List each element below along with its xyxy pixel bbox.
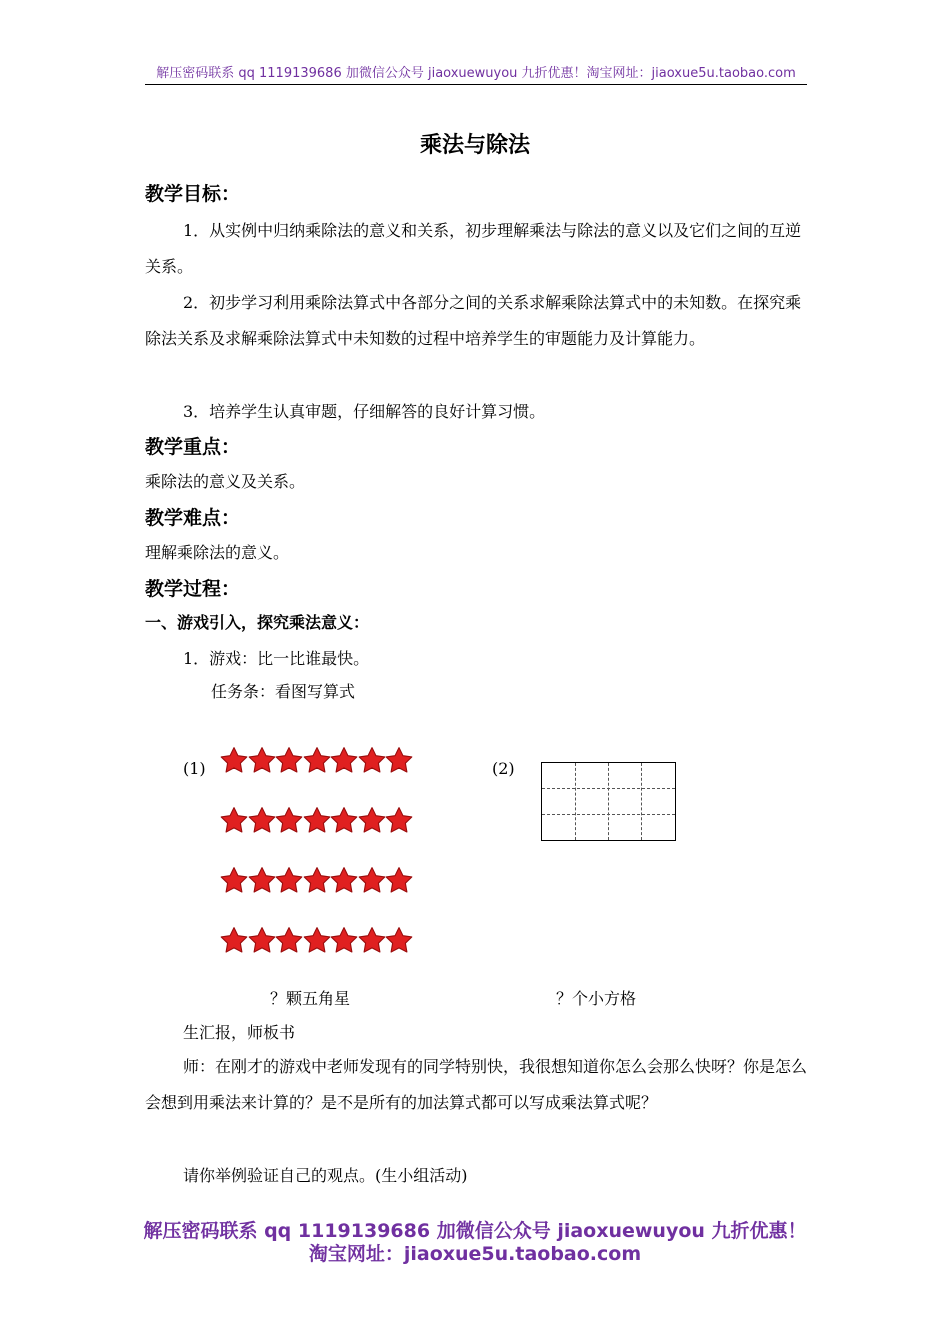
star-icon [275, 806, 303, 834]
star-icon [303, 926, 331, 954]
star-icon [385, 926, 413, 954]
figure1-caption: ？颗五角星 [270, 989, 351, 1008]
star-icon [248, 806, 276, 834]
footer-line-1: 解压密码联系 qq 1119139686 加微信公众号 jiaoxuewuyou 九折优惠！ [143, 1220, 807, 1242]
grid-line [542, 814, 675, 815]
star-row [220, 746, 420, 776]
figure1-label: (1) [183, 759, 206, 778]
star-icon [303, 806, 331, 834]
objectives-heading: 教学目标： [145, 183, 241, 205]
star-icon [330, 866, 358, 894]
task-line: 任务条：看图写算式 [211, 682, 356, 701]
difficulty-heading: 教学难点： [145, 507, 241, 529]
process-heading: 教学过程： [145, 578, 241, 600]
star-icon [220, 746, 248, 774]
star-icon [385, 746, 413, 774]
star-icon [330, 926, 358, 954]
objective-1: 1．从实例中归纳乘除法的意义和关系，初步理解乘法与除法的意义以及它们之间的互逆关系。 [145, 221, 802, 276]
game-line: 1．游戏：比一比谁最快。 [183, 649, 370, 668]
star-icon [303, 866, 331, 894]
star-icon [220, 806, 248, 834]
part1-heading: 一、游戏引入，探究乘法意义： [145, 613, 370, 632]
star-icon [275, 926, 303, 954]
activity-line: 请你举例验证自己的观点。(生小组活动) [183, 1166, 468, 1185]
star-icon [385, 866, 413, 894]
star-icon [275, 866, 303, 894]
star-icon [303, 746, 331, 774]
star-icon [220, 866, 248, 894]
header-banner: 解压密码联系 qq 1119139686 加微信公众号 jiaoxuewuyou 九折优惠！淘宝网址：jiaoxue5u.taobao.com [145, 64, 807, 85]
star-icon [275, 746, 303, 774]
star-icon [358, 806, 386, 834]
difficulty-text: 理解乘除法的意义。 [145, 543, 290, 562]
key-points-heading: 教学重点： [145, 436, 241, 458]
objective-2: 2．初步学习利用乘除法算式中各部分之间的关系求解乘除法算式中的未知数。在探究乘除法关系及求解乘除法算式中未知数的过程中培养学生的审题能力及计算能力。 [145, 293, 802, 348]
square-grid [541, 762, 676, 841]
grid-line [608, 763, 609, 840]
star-icon [358, 926, 386, 954]
key-points-text: 乘除法的意义及关系。 [145, 472, 306, 491]
star-icon [248, 746, 276, 774]
star-row [220, 806, 420, 836]
star-row [220, 926, 420, 956]
teacher-paragraph: 师：在刚才的游戏中老师发现有的同学特别快，我很想知道你怎么会那么快呀？你是怎么会想到用乘法来计算的？是不是所有的加法算式都可以写成乘法算式呢？ [145, 1057, 808, 1112]
figure2-caption: ？个小方格 [556, 989, 637, 1008]
report-line: 生汇报，师板书 [183, 1023, 296, 1042]
page-title: 乘法与除法 [419, 133, 530, 158]
star-icon [248, 866, 276, 894]
figure2-label: (2) [492, 759, 515, 778]
star-icon [358, 746, 386, 774]
star-icon [330, 746, 358, 774]
footer-line-2: 淘宝网址：jiaoxue5u.taobao.com [308, 1243, 642, 1265]
star-icon [330, 806, 358, 834]
star-row [220, 866, 420, 896]
grid-line [542, 788, 675, 789]
grid-line [575, 763, 576, 840]
grid-line [641, 763, 642, 840]
star-icon [248, 926, 276, 954]
objective-3: 3．培养学生认真审题，仔细解答的良好计算习惯。 [183, 402, 546, 421]
star-icon [385, 806, 413, 834]
star-icon [358, 866, 386, 894]
star-icon [220, 926, 248, 954]
